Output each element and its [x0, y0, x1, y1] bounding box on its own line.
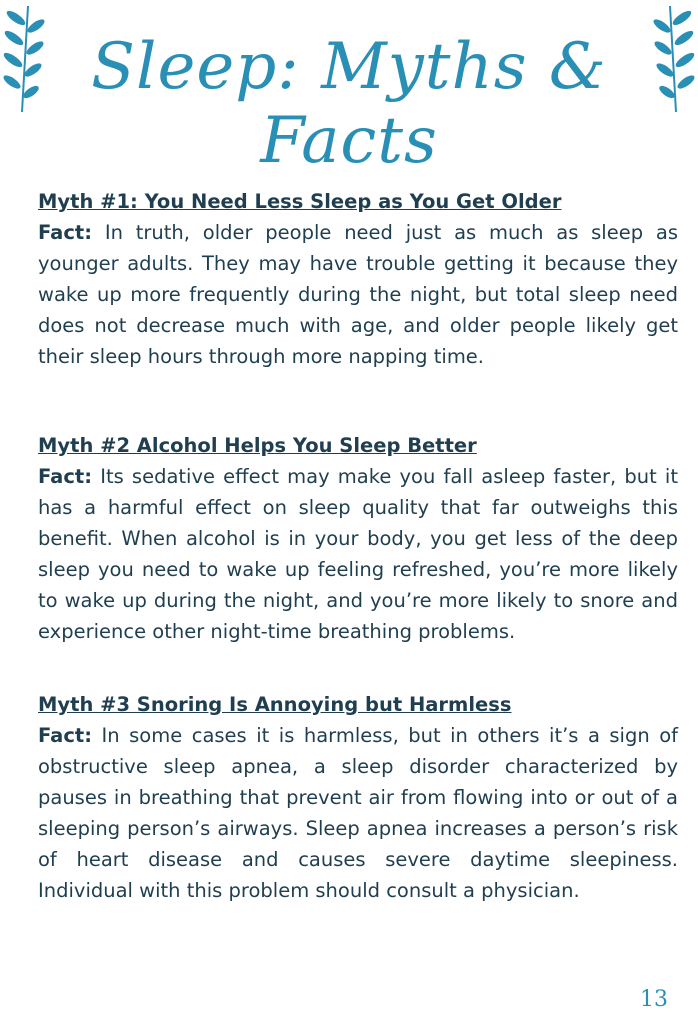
page-number: 13	[640, 987, 668, 1012]
myth-item	[38, 430, 678, 647]
fact-label: Fact:	[38, 221, 93, 244]
myth-heading: Myth #2 Alcohol Helps You Sleep Better	[38, 434, 477, 457]
myth-item	[38, 689, 678, 906]
myth-heading: Myth #3 Snoring Is Annoying but Harmless	[38, 693, 512, 716]
fact-label: Fact:	[38, 465, 93, 488]
myths-list	[38, 186, 678, 964]
fact-text: In some cases it is harmless, but in others it’s a sign of obstructive sleep apnea, a sleep disorder characterized by pauses in breathing that prevent air from flowing into or out of a sleeping person’s airways. Sleep apnea increases a person’s risk of heart disease and causes severe daytime sleepiness. Individual with this problem should consult a physician.	[38, 724, 679, 902]
myth-heading: Myth #1: You Need Less Sleep as You Get Older	[38, 190, 562, 213]
myth-item	[38, 186, 678, 372]
fact-label: Fact:	[38, 724, 93, 747]
fact-paragraph	[38, 461, 678, 647]
fact-paragraph	[38, 217, 678, 372]
page-title: Sleep: Myths & Facts	[91, 30, 607, 178]
fact-paragraph	[38, 720, 678, 906]
fact-text: Its sedative effect may make you fall asleep faster, but it has a harmful effect on sleep quality that far outweighs this benefit. When alcohol is in your body, you get less of the deep sleep you need to wake up feeling refreshed, you’re more likely to wake up during the night, and you’re more likely to snore and experience other night-time breathing problems.	[38, 465, 678, 643]
fact-text: In truth, older people need just as much as sleep as younger adults. They may have trouble getting it because they wake up more frequently during the night, but total sleep need does not decrease much with age, and older people likely get their sleep hours through more napping time.	[38, 221, 679, 368]
